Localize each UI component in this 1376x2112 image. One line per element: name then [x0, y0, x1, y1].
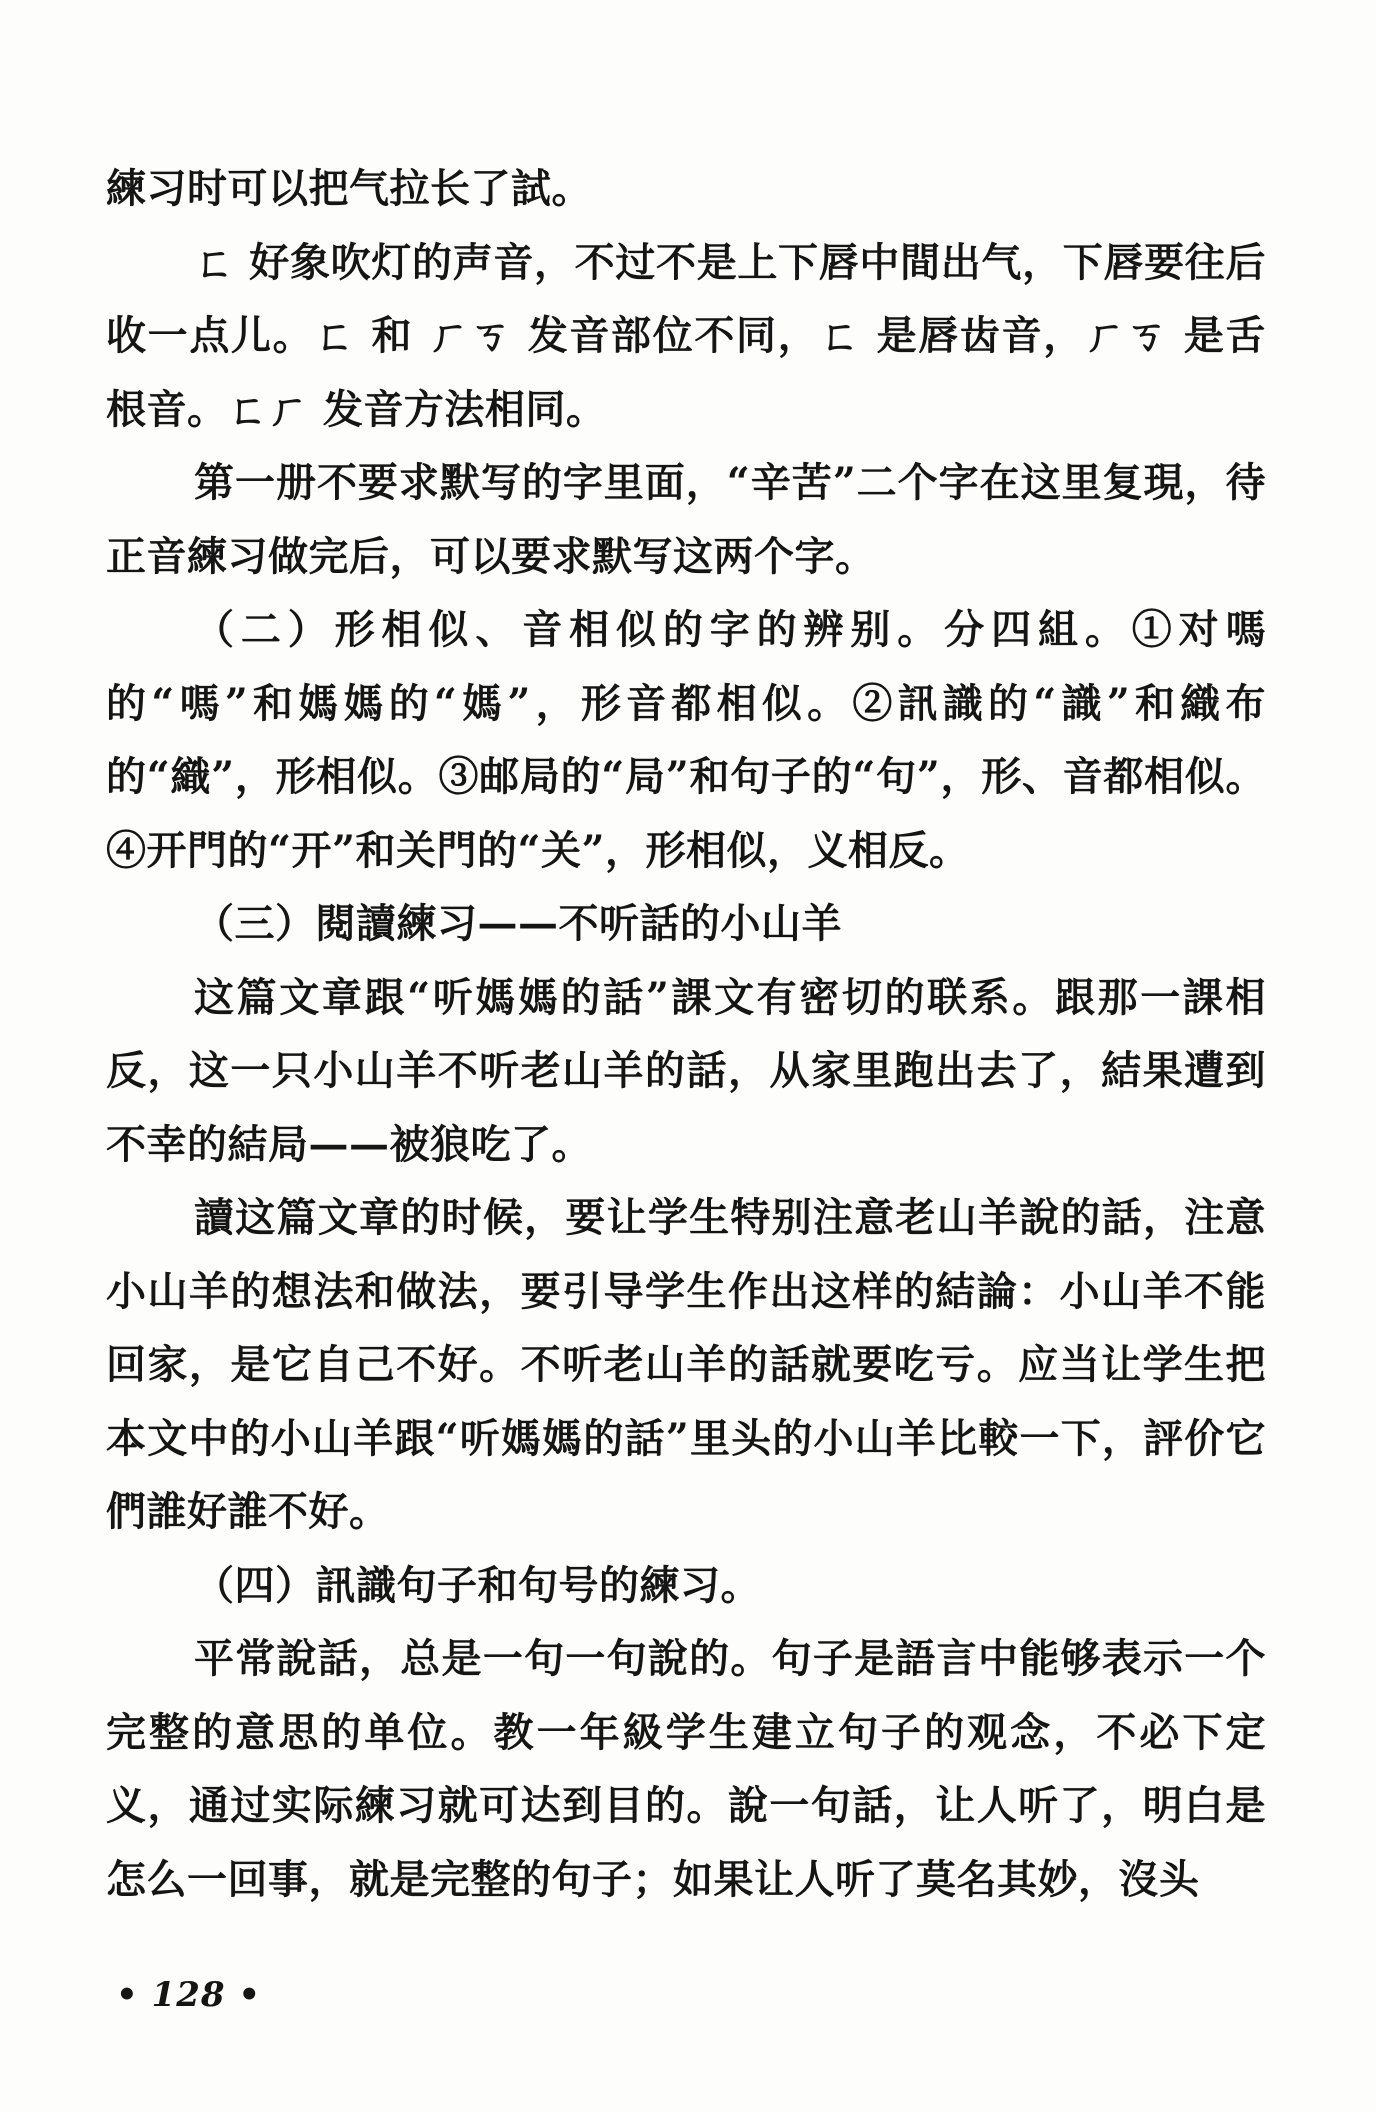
body-text: [106, 152, 1266, 1916]
paragraph-f-sound: ㄈ 好象吹灯的声音，不过不是上下唇中間出气，下唇要往后收一点儿。ㄈ 和 ㄏㄎ 发音部位不同，ㄈ 是唇齿音，ㄏㄎ 是舌根音。ㄈㄏ 发音方法相同。: [106, 238, 1266, 433]
section-heading-four: （四）訊識句子和句号的練习。: [194, 1561, 761, 1609]
paragraph-section-two: （二）形相似、音相似的字的辨别。分四組。①对嗎的“嗎”和媽媽的“媽”，形音都相似。②訊識的“識”和織布的“織”，形相似。③邮局的“局”和句子的“句”，形、音都相似。④开門的“开”和关門的“关”，形相似，义相反。: [106, 606, 1266, 874]
paragraph-sentence-concept: 平常說話，总是一句一句說的。句子是語言中能够表示一个完整的意思的单位。教一年級学生建立句子的观念，不必下定义，通过实际練习就可达到目的。說一句話，让人听了，明白是怎么一回事，就是完整的句子；如果让人听了莫名其妙，沒头: [106, 1635, 1266, 1903]
paragraph-dictation: 第一册不要求默写的字里面，“辛苦”二个字在这里复現，待正音練习做完后，可以要求默写这两个字。: [106, 459, 1266, 580]
paragraph-story-relation: 这篇文章跟“听媽媽的話”課文有密切的联系。跟那一課相反，这一只小山羊不听老山羊的話，从家里跑出去了，結果遭到不幸的結局——被狼吃了。: [106, 973, 1266, 1168]
section-heading-three: （三）閱讀練习——不听話的小山羊: [194, 900, 842, 947]
paragraph-reading-guidance: 讀这篇文章的时候，要让学生特别注意老山羊說的話，注意小山羊的想法和做法，要引导学生作出这样的結論：小山羊不能回家，是它自己不好。不听老山羊的話就要吃亏。应当让学生把本文中的小山羊跟“听媽媽的話”里头的小山羊比較一下，評价它們誰好誰不好。: [106, 1194, 1266, 1535]
page-number: • 128 •: [116, 1975, 262, 2015]
paragraph-continuation: 練习时可以把气拉长了試。: [106, 165, 592, 212]
